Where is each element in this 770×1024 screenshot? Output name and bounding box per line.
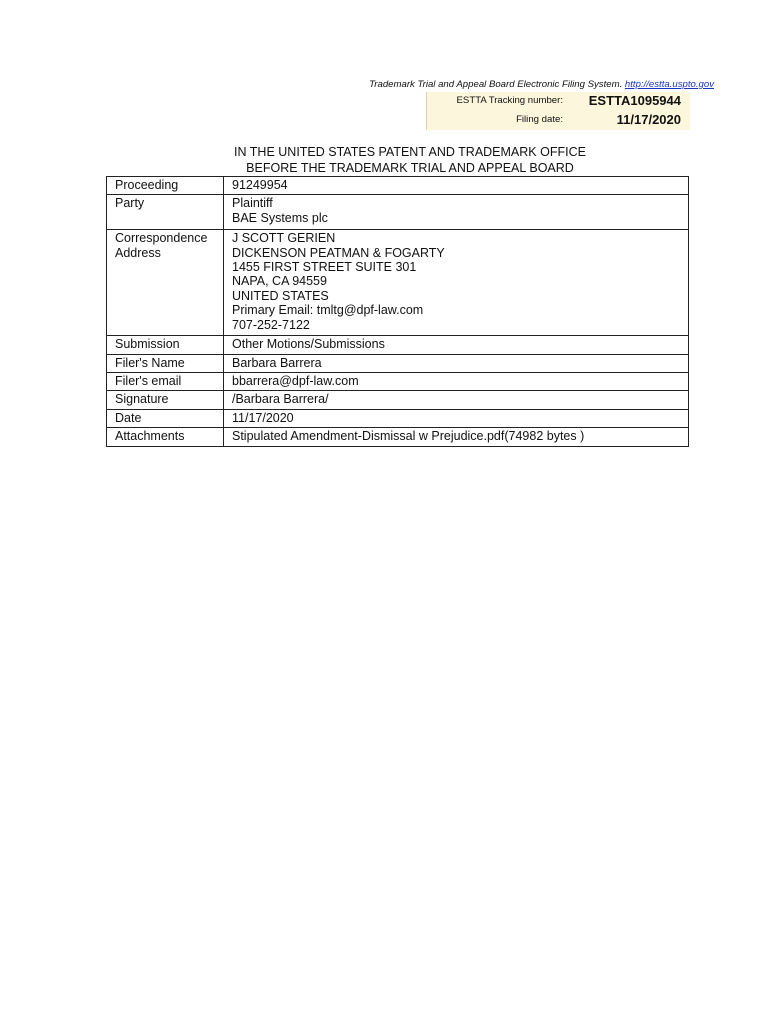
attorney-name: J SCOTT GERIEN: [232, 231, 336, 246]
table-row: [107, 230, 689, 336]
heading-line-1: IN THE UNITED STATES PATENT AND TRADEMARK OFFICE: [234, 145, 586, 159]
filing-system-line: [240, 79, 714, 90]
attachments-label: Attachments: [107, 428, 224, 446]
submission-value: Other Motions/Submissions: [224, 336, 689, 354]
signature-value: /Barbara Barrera/: [224, 391, 689, 409]
city-state-zip: NAPA, CA 94559: [232, 274, 327, 289]
filing-details-table: [106, 176, 689, 447]
tracking-number-label: ESTTA Tracking number:: [456, 95, 563, 106]
table-row: [107, 354, 689, 372]
address-label-line: Address: [115, 245, 161, 260]
table-row: [107, 373, 689, 391]
filing-date-row: [427, 111, 690, 130]
party-name: BAE Systems plc: [232, 210, 328, 225]
party-value: [224, 195, 689, 230]
document-heading: [200, 144, 620, 176]
table-row: [107, 177, 689, 195]
tracking-number-row: [427, 92, 690, 111]
date-value: 11/17/2020: [224, 409, 689, 427]
submission-label: Submission: [107, 336, 224, 354]
tracking-number-value: ESTTA1095944: [588, 93, 681, 108]
firm-name: DICKENSON PEATMAN & FOGARTY: [232, 245, 445, 260]
tracking-info-box: [426, 92, 690, 130]
proceeding-label: Proceeding: [107, 177, 224, 195]
heading-line-2: BEFORE THE TRADEMARK TRIAL AND APPEAL BOARD: [246, 161, 574, 175]
proceeding-value: 91249954: [224, 177, 689, 195]
filing-date-label: Filing date:: [516, 114, 563, 125]
country: UNITED STATES: [232, 288, 329, 303]
filer-email-label: Filer's email: [107, 373, 224, 391]
table-row: [107, 428, 689, 446]
estta-link[interactable]: http://estta.uspto.gov: [624, 79, 714, 90]
signature-label: Signature: [107, 391, 224, 409]
address-label-line: Correspondence: [115, 231, 208, 246]
filer-email-value: bbarrera@dpf-law.com: [224, 373, 689, 391]
phone-number: 707-252-7122: [232, 317, 310, 332]
correspondence-address-value: [224, 230, 689, 336]
attachments-value: Stipulated Amendment-Dismissal w Prejudice.pdf(74982 bytes ): [224, 428, 689, 446]
street-address: 1455 FIRST STREET SUITE 301: [232, 260, 417, 275]
party-label: Party: [107, 195, 224, 230]
table-row: [107, 409, 689, 427]
correspondence-address-label: [107, 230, 224, 336]
table-row: [107, 336, 689, 354]
date-label: Date: [107, 409, 224, 427]
filing-date-value: 11/17/2020: [616, 112, 681, 127]
party-role: Plaintiff: [232, 196, 273, 211]
primary-email: Primary Email: tmltg@dpf-law.com: [232, 303, 424, 318]
filer-name-label: Filer's Name: [107, 354, 224, 372]
filer-name-value: Barbara Barrera: [224, 354, 689, 372]
table-row: [107, 195, 689, 230]
table-row: [107, 391, 689, 409]
filing-system-text: Trademark Trial and Appeal Board Electronic Filing System.: [369, 79, 623, 90]
